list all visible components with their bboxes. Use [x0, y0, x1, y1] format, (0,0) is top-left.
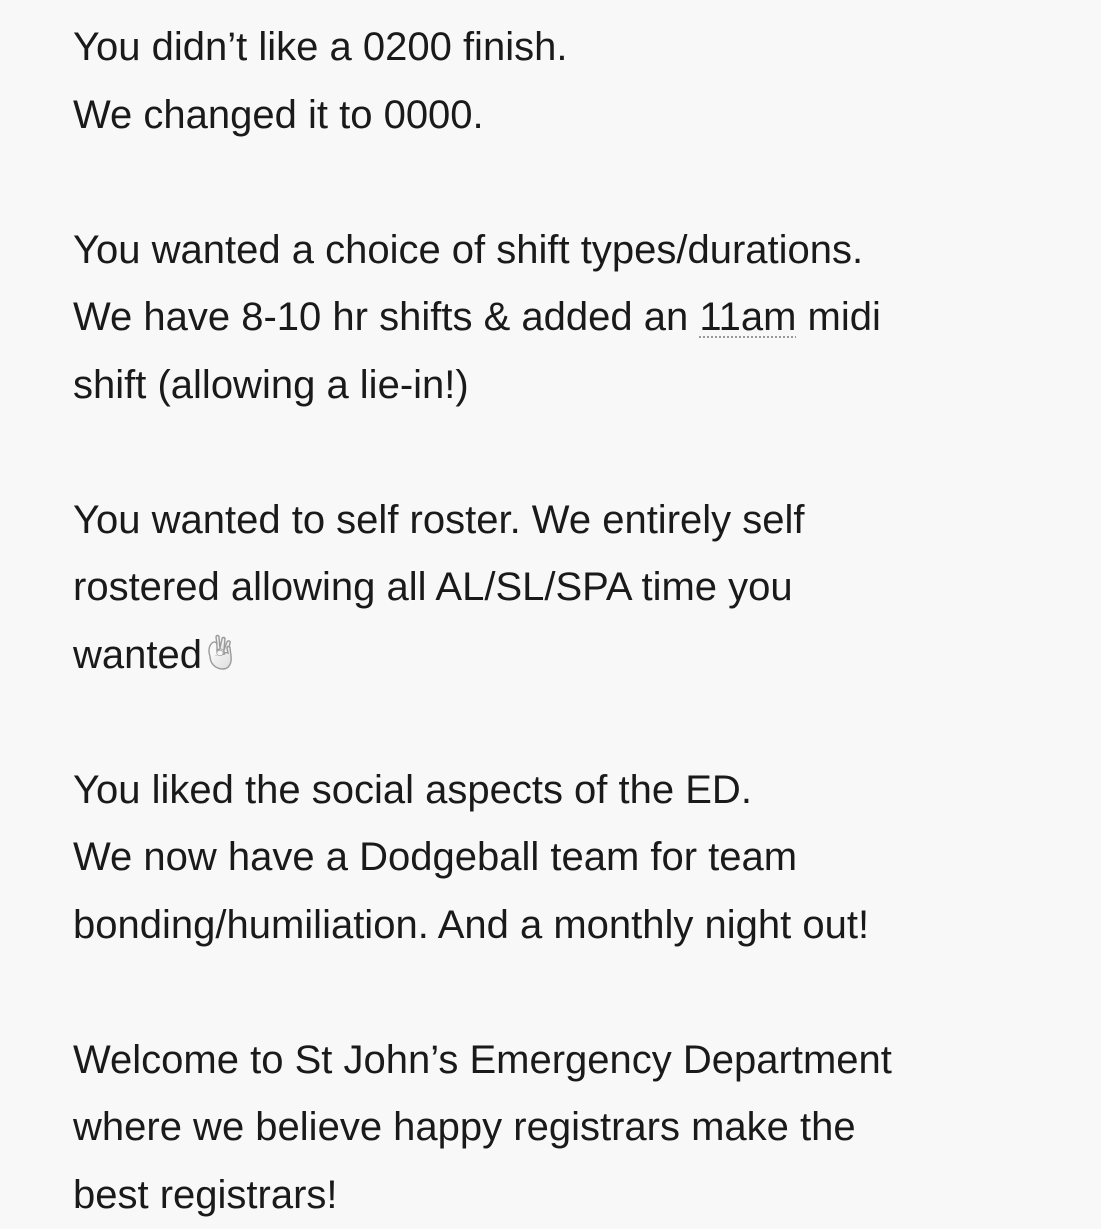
note-line: You didn’t like a 0200 finish. — [73, 14, 1083, 82]
paragraph-gap — [73, 419, 1083, 487]
note-line: where we believe happy registrars make the — [73, 1094, 1083, 1162]
note-line: Welcome to St John’s Emergency Department — [73, 1027, 1083, 1095]
note-text: We have 8-10 hr shifts & added an — [73, 295, 699, 339]
note-line: best registrars! — [73, 1162, 1083, 1229]
note-line: rostered allowing all AL/SL/SPA time you — [73, 554, 1083, 622]
note-line: You wanted a choice of shift types/durations. — [73, 217, 1083, 285]
ok-hand-icon — [204, 626, 238, 664]
note-line — [73, 622, 1083, 690]
paragraph-gap — [73, 959, 1083, 1027]
note-line: bonding/humiliation. And a monthly night out! — [73, 892, 1083, 960]
time-link[interactable]: 11am — [699, 295, 796, 339]
note-text: midi — [796, 295, 880, 339]
note-body — [73, 14, 1083, 1229]
note-line: You wanted to self roster. We entirely self — [73, 487, 1083, 555]
note-line: We changed it to 0000. — [73, 82, 1083, 150]
note-line: We now have a Dodgeball team for team — [73, 824, 1083, 892]
note-text: wanted — [73, 633, 202, 677]
note-line — [73, 284, 1083, 352]
paragraph-gap — [73, 149, 1083, 217]
paragraph-gap — [73, 689, 1083, 757]
note-line: You liked the social aspects of the ED. — [73, 757, 1083, 825]
note-line: shift (allowing a lie-in!) — [73, 352, 1083, 420]
